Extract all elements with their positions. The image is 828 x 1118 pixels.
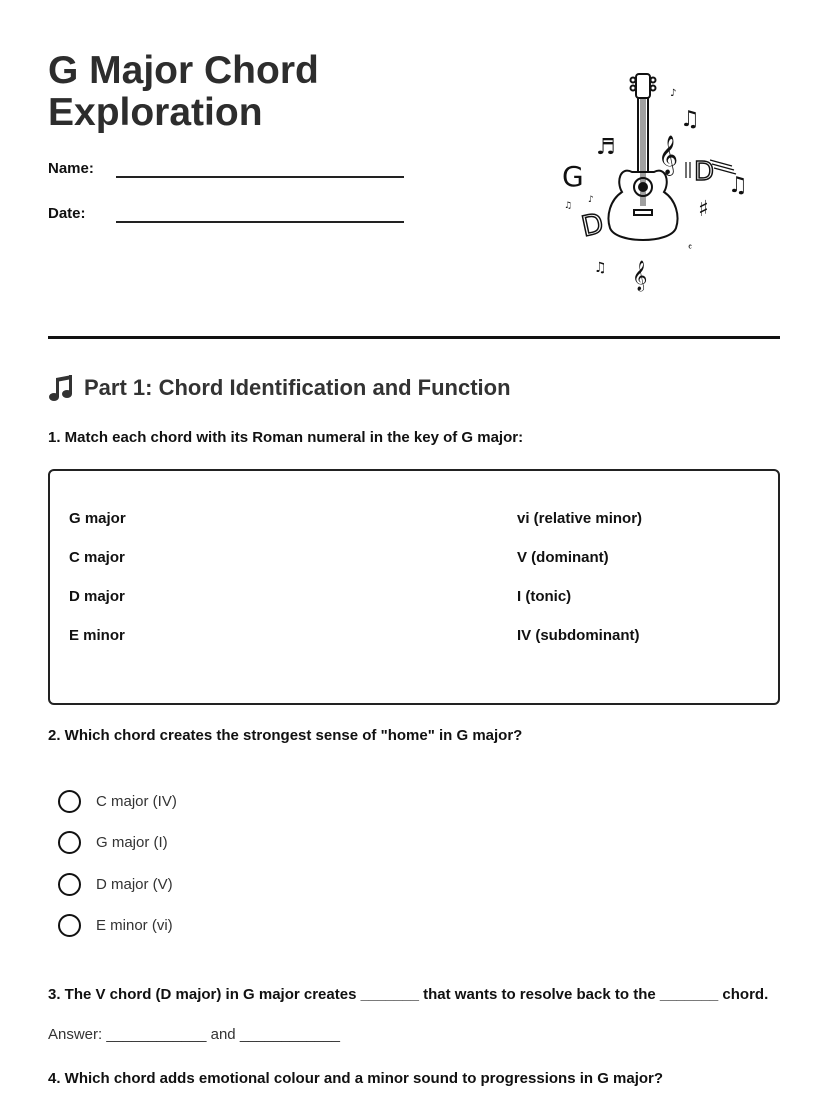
illustration-letter-g: G	[562, 160, 584, 193]
question-1: 1. Match each chord with its Roman numeral in the key of G major:	[48, 429, 524, 446]
q3-answer-line[interactable]: Answer: ____________ and ____________	[48, 1026, 340, 1043]
illustration-letter-d-right: D	[694, 157, 715, 187]
svg-text:♪: ♪	[588, 195, 594, 205]
section-divider	[48, 336, 780, 339]
option-label: E minor (vi)	[96, 917, 173, 934]
svg-text:♫: ♫	[564, 201, 573, 211]
svg-text:♫: ♫	[594, 260, 607, 276]
option-label: C major (IV)	[96, 793, 177, 810]
question-3: 3. The V chord (D major) in G major creates _______ that wants to resolve back to the _______ chord.	[48, 986, 769, 1003]
match-left-item[interactable]: E minor	[69, 627, 125, 644]
date-line[interactable]	[116, 221, 404, 223]
match-right-item[interactable]: V (dominant)	[517, 549, 609, 566]
date-field[interactable]	[48, 205, 116, 222]
match-right-item[interactable]: I (tonic)	[517, 588, 572, 605]
option-label: G major (I)	[96, 834, 168, 851]
svg-text:𝄞: 𝄞	[632, 261, 648, 291]
illustration-letter-d-left: D	[578, 206, 607, 244]
svg-text:♯: ♯	[698, 197, 709, 222]
radio-button[interactable]	[58, 831, 81, 854]
svg-text:𝄞: 𝄞	[658, 135, 679, 175]
title-line-1: G Major Chord	[48, 49, 319, 92]
question-4: 4. Which chord adds emotional colour and a minor sound to progressions in G major?	[48, 1070, 664, 1087]
svg-text:𝄴: 𝄴	[688, 243, 693, 253]
name-line[interactable]	[116, 176, 404, 178]
q2-option-c-major[interactable]	[58, 790, 177, 813]
name-label: Name:	[48, 160, 94, 177]
question-2: 2. Which chord creates the strongest sense of "home" in G major?	[48, 727, 523, 744]
match-left-item[interactable]: D major	[69, 588, 125, 605]
match-left-item[interactable]: G major	[69, 510, 126, 527]
svg-text:♫: ♫	[680, 107, 700, 132]
option-label: D major (V)	[96, 876, 173, 893]
match-left-item[interactable]: C major	[69, 549, 125, 566]
q2-option-d-major[interactable]	[58, 873, 173, 896]
q2-option-e-minor[interactable]	[58, 914, 173, 937]
radio-button[interactable]	[58, 790, 81, 813]
svg-text:♫: ♫	[728, 173, 748, 198]
part-1-heading	[48, 374, 511, 402]
name-field[interactable]	[48, 160, 116, 177]
radio-button[interactable]	[58, 873, 81, 896]
svg-text:♬: ♬	[596, 135, 616, 160]
match-right-item[interactable]: IV (subdominant)	[517, 627, 640, 644]
q2-option-g-major[interactable]	[58, 831, 168, 854]
date-label: Date:	[48, 205, 86, 222]
svg-text:♪: ♪	[670, 88, 677, 99]
guitar-illustration-icon	[560, 66, 760, 296]
matching-box	[48, 469, 780, 705]
part-1-heading-text: Part 1: Chord Identification and Function	[84, 375, 511, 400]
match-right-item[interactable]: vi (relative minor)	[517, 510, 643, 527]
music-note-icon	[48, 374, 74, 402]
title-line-2: Exploration	[48, 91, 263, 134]
page-title	[48, 50, 408, 134]
radio-button[interactable]	[58, 914, 81, 937]
